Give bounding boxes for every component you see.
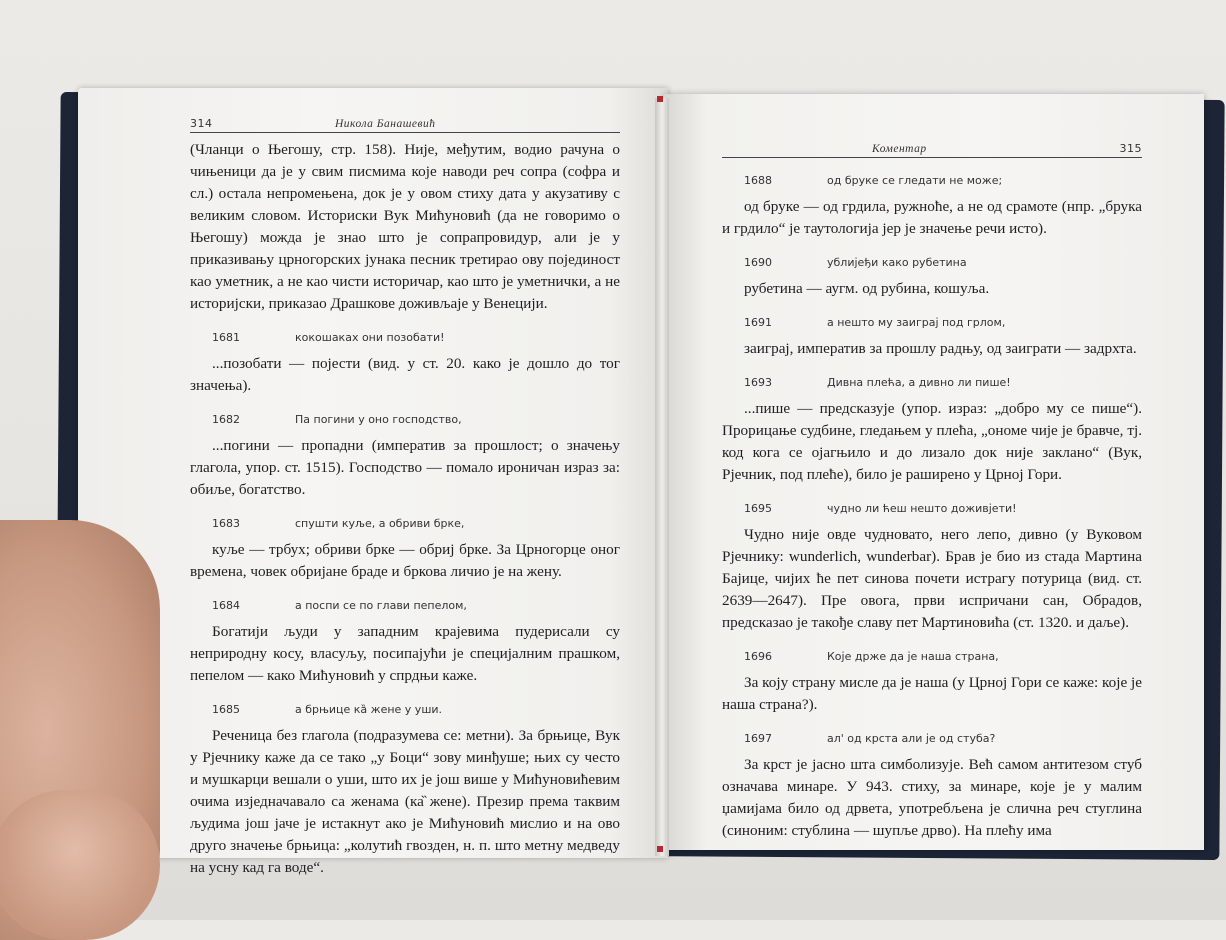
- verse-text: а нешто му заиграј под грлом,: [827, 316, 1006, 329]
- verse-text: Па погини у оно господство,: [295, 413, 462, 426]
- verse-line: [190, 513, 620, 529]
- verse-line: [722, 372, 1142, 388]
- verse-text: а брњице ка̏ жене у уши.: [295, 703, 443, 716]
- verse-line: [190, 327, 620, 343]
- commentary: За коју страну мисле да је наша (у Црној Гори се каже: које је наша страна?).: [722, 674, 1142, 713]
- verse-line: [722, 170, 1142, 186]
- thumb: [0, 790, 160, 940]
- right-running-title: Коментар: [872, 143, 927, 155]
- commentary: заиграј, императив за прошлу радњу, од заиграти — задрхта.: [744, 340, 1137, 357]
- verse-number: 1695: [744, 502, 772, 515]
- commentary: рубетина — аугм. од рубина, кошуља.: [744, 280, 990, 297]
- verse-text: ал' од крста али је од стуба?: [827, 732, 996, 745]
- commentary: ...погини — пропадни (императив за прошлост; о значењу глагола, упор. ст. 1515). Господство — помало ироничан израз за: обиље, богатство.: [190, 437, 620, 498]
- book-gutter: [655, 98, 669, 856]
- verse-line: [722, 646, 1142, 662]
- header-rule: [722, 157, 1142, 158]
- verse-number: 1696: [744, 650, 772, 663]
- verse-line: [190, 699, 620, 715]
- verse-line: [722, 312, 1142, 328]
- commentary: Реченица без глагола (подразумева се: метни). За брњице, Вук у Рјечнику каже да се тако „у Боци“ зову минђуше; њих су често и мушкарци вешали о уши, што их је још више у Мићуновићевим очима изједначавало са женама (ка̏ жене). Презир према таквим људима још јаче је истакнут ако је Мићуновић мислио и на ово друго значење брњица: „колутић гвозден, н. п. што метну медведу на усну кад га воде“.: [190, 727, 620, 876]
- right-page: [664, 94, 1204, 850]
- left-running-head: [190, 113, 620, 129]
- verse-number: 1688: [744, 174, 772, 187]
- verse-text: Које држе да је наша страна,: [827, 650, 999, 663]
- commentary: ...позобати — појести (вид. у ст. 20. како је дошло до тог значења).: [190, 355, 620, 394]
- right-page-content: [722, 138, 1142, 842]
- right-running-head: [722, 138, 1142, 154]
- left-page-content: [190, 113, 620, 879]
- verse-line: [190, 409, 620, 425]
- verse-line: [722, 498, 1142, 514]
- commentary: од бруке — од грдила, ружноће, а не од срамоте (нпр. „брука и грдило“ је таутологија јер је значење речи исто).: [722, 198, 1142, 237]
- verse-line: [722, 728, 1142, 744]
- verse-number: 1682: [212, 413, 240, 426]
- commentary: Богатији људи у западним крајевима пудерисали су неприродну косу, власуљу, посипајући је специјалним прашком, пепелом — како Мићуновић у спрдњи каже.: [190, 623, 620, 684]
- verse-number: 1690: [744, 256, 772, 269]
- headband: [657, 96, 663, 102]
- verse-line: [190, 595, 620, 611]
- tailband: [657, 846, 663, 852]
- left-page-number: 314: [190, 117, 213, 130]
- verse-text: чудно ли ћеш нешто доживјети!: [827, 502, 1017, 515]
- verse-text: кокошаках они позобати!: [295, 331, 445, 344]
- verse-number: 1685: [212, 703, 240, 716]
- left-running-title: Никола Банашевић: [335, 118, 436, 130]
- verse-number: 1684: [212, 599, 240, 612]
- verse-number: 1697: [744, 732, 772, 745]
- right-page-number: 315: [1119, 142, 1142, 155]
- verse-text: од бруке се гледати не може;: [827, 174, 1003, 187]
- commentary: куље — трбух; обриви брке — обриј брке. За Црногорце оног времена, човек обријане браде и бркова личио је на жену.: [190, 541, 620, 580]
- left-page: [78, 88, 668, 876]
- verse-number: 1681: [212, 331, 240, 344]
- verse-text: ублијеђи како рубетина: [827, 256, 967, 269]
- verse-number: 1683: [212, 517, 240, 530]
- verse-number: 1691: [744, 316, 772, 329]
- commentary: Чудно није овде чудновато, него лепо, дивно (у Вуковом Рјечнику: wunderlich, wunderbar). Брав је био из стада Мартина Бајице, чијих ће пет синова почети истрагу потурица (вид. ст. 2639—2647). Пре овога, први испричани сан, Обрадов, предсказао је такође славу пет Мартиновића (ст. 1320. и даље).: [722, 526, 1142, 631]
- verse-text: Дивна плећа, а дивно ли пише!: [827, 376, 1011, 389]
- verse-number: 1693: [744, 376, 772, 389]
- commentary: За крст је јасно шта симболизује. Већ самом антитезом стуб означава минаре. У 943. стиху, за минаре, које је у малим џамијама било од дрвета, употребљена је слична реч стуглина (синоним: стублина — шупље дрво). На плећу има: [722, 756, 1142, 839]
- commentary: ...пише — предсказује (упор. израз: „добро му се пише“). Прорицање судбине, гледањем у плећа, „ономе чије је бравче, тј. код кога се ојагњило и до лизало док није заклано“ (Вук, Рјечник, под плеће), било је раширено у Црној Гори.: [722, 400, 1142, 483]
- verse-text: спушти куље, а обриви брке,: [295, 517, 465, 530]
- verse-text: а поспи се по глави пепелом,: [295, 599, 467, 612]
- verse-line: [722, 252, 1142, 268]
- paragraph: (Чланци о Његошу, стр. 158). Није, међутим, водио рачуна о чињеници да је у свим писмима које наводи реч сопра (софра и сл.) остала непромењена, док је у овом стиху дата у акузативу с великим словом. Историски Вук Мићуновић (да не говоримо о Његошу) можда је знао што је сопрапровидур, али је у приказивању црногорских јунака песник третирао ову појединост као уметник, а не као чисти историчар, као што је уметнички, а не историјски, приказао Драшкове доживљаје у Венецији.: [190, 141, 620, 312]
